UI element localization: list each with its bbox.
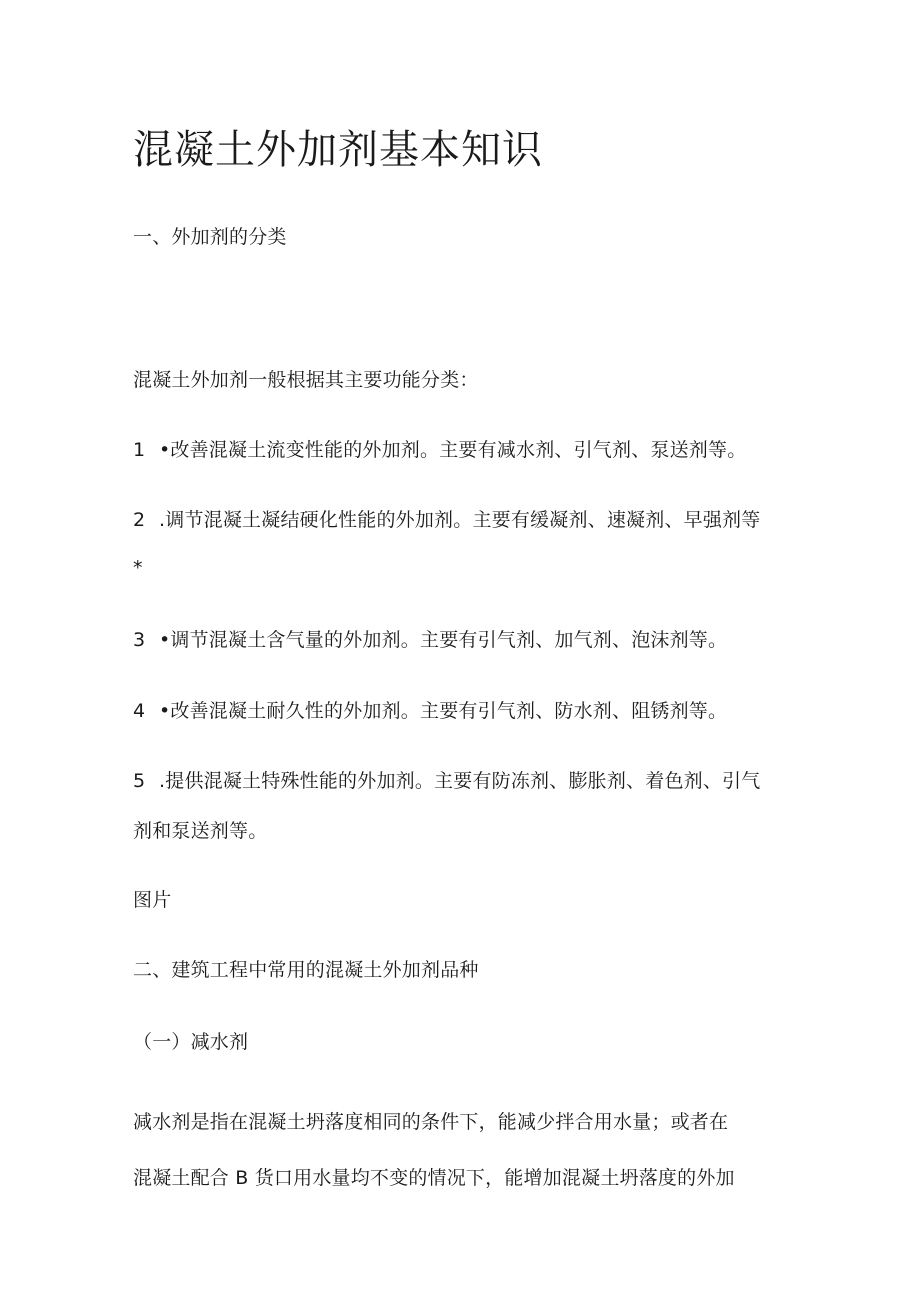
subsection-heading-water-reducer: （一）减水剂 <box>133 1031 249 1053</box>
paragraph-line: 混凝土配合 B 货口用水量均不变的情况下，能增加混凝土坍落度的外加 <box>133 1167 735 1189</box>
list-item-text: •改善混凝土耐久性的外加剂。主要有引气剂、防水剂、阻锈剂等。 <box>159 700 728 722</box>
list-item-number: 5 <box>133 770 146 792</box>
image-placeholder-label: 图片 <box>133 889 172 911</box>
list-item-2 <box>133 508 760 532</box>
document-title: 混凝土外加剂基本知识 <box>133 127 543 173</box>
section-heading-common-admixtures: 二、建筑工程中常用的混凝土外加剂品种 <box>133 959 479 981</box>
list-item-2-continuation: * <box>133 557 143 579</box>
list-item-text: .提供混凝土特殊性能的外加剂。主要有防冻剂、膨胀剂、着色剂、引气 <box>159 770 761 792</box>
list-item-text: .调节混凝土凝结硬化性能的外加剂。主要有缓凝剂、速凝剂、早强剂等 <box>159 509 761 531</box>
list-item-5-continuation: 剂和泵送剂等。 <box>133 820 268 842</box>
list-item-text: •改善混凝土流变性能的外加剂。主要有减水剂、引气剂、泵送剂等。 <box>159 439 747 461</box>
list-item-3 <box>133 628 727 652</box>
intro-paragraph: 混凝土外加剂一般根据其主要功能分类： <box>133 369 479 391</box>
list-item-number: 3 <box>133 629 146 651</box>
list-item-number: 2 <box>133 509 146 531</box>
list-item-number: 1 <box>133 439 146 461</box>
list-item-4 <box>133 699 727 723</box>
list-item-5 <box>133 769 760 793</box>
list-item-number: 4 <box>133 700 146 722</box>
section-heading-classification: 一、外加剂的分类 <box>133 226 287 248</box>
list-item-1 <box>133 438 746 462</box>
list-item-text: •调节混凝土含气量的外加剂。主要有引气剂、加气剂、泡沫剂等。 <box>159 629 728 651</box>
paragraph-line: 减水剂是指在混凝土坍落度相同的条件下，能减少拌合用水量；或者在 <box>133 1111 729 1133</box>
